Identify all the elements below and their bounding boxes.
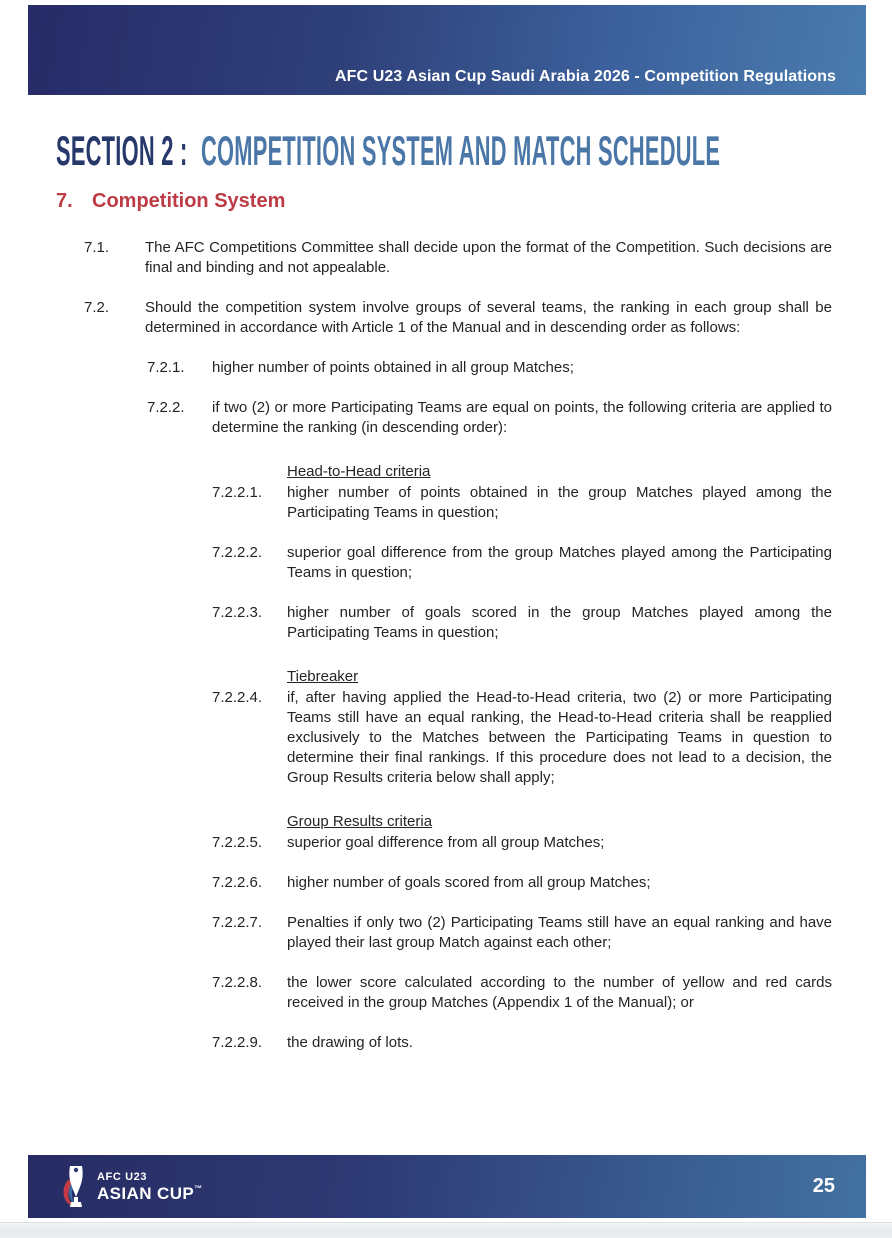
logo-line2: ASIAN CUP™ bbox=[97, 1183, 203, 1203]
clause-text: superior goal difference from all group Matches; bbox=[287, 834, 605, 851]
article-number: 7. bbox=[56, 190, 73, 212]
logo-text bbox=[97, 1172, 203, 1202]
clause-7-2-2-6 bbox=[0, 873, 832, 893]
clause-number: 7.2.2.6. bbox=[212, 874, 263, 891]
article-title: Competition System bbox=[92, 190, 286, 212]
clause-7-1 bbox=[0, 238, 832, 278]
trademark-symbol: ™ bbox=[194, 1183, 203, 1193]
clause-7-2-2-4 bbox=[0, 688, 832, 788]
page-number: 25 bbox=[812, 1175, 835, 1197]
clause-text: if, after having applied the Head-to-Head criteria, two (2) or more Participating Teams still have an equal ranking, the Head-to-Head criteria shall be reapplied exclusively to the Matches between the Participating Teams in question to determine their final rankings. If this procedure does not lead to a decision, the Group Results criteria below shall apply; bbox=[287, 689, 832, 786]
clause-text: Penalties if only two (2) Participating Teams still have an equal ranking and have played their last group Match against each other; bbox=[287, 914, 832, 951]
section-number: SECTION 2 : bbox=[56, 127, 188, 174]
clause-number: 7.1. bbox=[84, 239, 110, 256]
clause-list bbox=[0, 238, 832, 1053]
clause-text: the drawing of lots. bbox=[287, 1034, 413, 1051]
page-header-bar bbox=[28, 5, 866, 95]
page-footer-bar bbox=[28, 1155, 866, 1218]
clause-number: 7.2.2.3. bbox=[212, 604, 263, 621]
clause-7-2-2-8 bbox=[0, 973, 832, 1013]
clause-number: 7.2.2.8. bbox=[212, 974, 263, 991]
clause-text: Should the competition system involve groups of several teams, the ranking in each group shall be determined in accordance with Article 1 of the Manual and in descending order as follows: bbox=[145, 299, 832, 336]
afc-u23-asian-cup-logo bbox=[62, 1164, 203, 1210]
clause-number: 7.2.2. bbox=[147, 399, 185, 416]
clause-text: higher number of points obtained in all group Matches; bbox=[212, 359, 574, 376]
logo-line1: AFC U23 bbox=[97, 1170, 148, 1183]
trophy-icon bbox=[62, 1164, 90, 1210]
clause-text: if two (2) or more Participating Teams are equal on points, the following criteria are applied to determine the ranking (in descending order): bbox=[212, 399, 832, 436]
page-bottom-edge bbox=[0, 1222, 892, 1238]
clause-7-2-2 bbox=[0, 398, 832, 438]
clause-text: the lower score calculated according to the number of yellow and red cards received in the group Matches (Appendix 1 of the Manual); or bbox=[287, 974, 832, 1011]
clause-text: higher number of goals scored from all group Matches; bbox=[287, 874, 651, 891]
clause-7-2 bbox=[0, 298, 832, 338]
subhead-group-results-criteria: Group Results criteria bbox=[287, 813, 433, 830]
article-heading bbox=[0, 190, 285, 213]
section-title bbox=[56, 128, 720, 174]
clause-number: 7.2.2.5. bbox=[212, 834, 263, 851]
subhead-tiebreaker: Tiebreaker bbox=[287, 668, 359, 685]
clause-number: 7.2.1. bbox=[147, 359, 185, 376]
clause-text: higher number of goals scored in the group Matches played among the Participating Teams in question; bbox=[287, 604, 832, 641]
clause-7-2-2-9 bbox=[0, 1033, 832, 1053]
clause-7-2-2-2 bbox=[0, 543, 832, 583]
clause-number: 7.2.2.9. bbox=[212, 1034, 263, 1051]
clause-number: 7.2.2.2. bbox=[212, 544, 263, 561]
clause-number: 7.2.2.7. bbox=[212, 914, 263, 931]
section-title-text: COMPETITION SYSTEM AND MATCH SCHEDULE bbox=[201, 127, 721, 174]
clause-number: 7.2. bbox=[84, 299, 110, 316]
clause-number: 7.2.2.4. bbox=[212, 689, 263, 706]
clause-7-2-1 bbox=[0, 358, 832, 378]
clause-text: The AFC Competitions Committee shall decide upon the format of the Competition. Such decisions are final and binding and not appealable. bbox=[145, 239, 832, 276]
clause-text: higher number of points obtained in the group Matches played among the Participating Teams in question; bbox=[287, 484, 832, 521]
header-title: AFC U23 Asian Cup Saudi Arabia 2026 - Competition Regulations bbox=[335, 68, 836, 85]
clause-7-2-2-7 bbox=[0, 913, 832, 953]
clause-text: superior goal difference from the group Matches played among the Participating Teams in question; bbox=[287, 544, 832, 581]
clause-7-2-2-3 bbox=[0, 603, 832, 643]
clause-7-2-2-1 bbox=[0, 483, 832, 523]
clause-7-2-2-5 bbox=[0, 833, 832, 853]
subhead-head-to-head-criteria: Head-to-Head criteria bbox=[287, 463, 431, 480]
clause-number: 7.2.2.1. bbox=[212, 484, 263, 501]
